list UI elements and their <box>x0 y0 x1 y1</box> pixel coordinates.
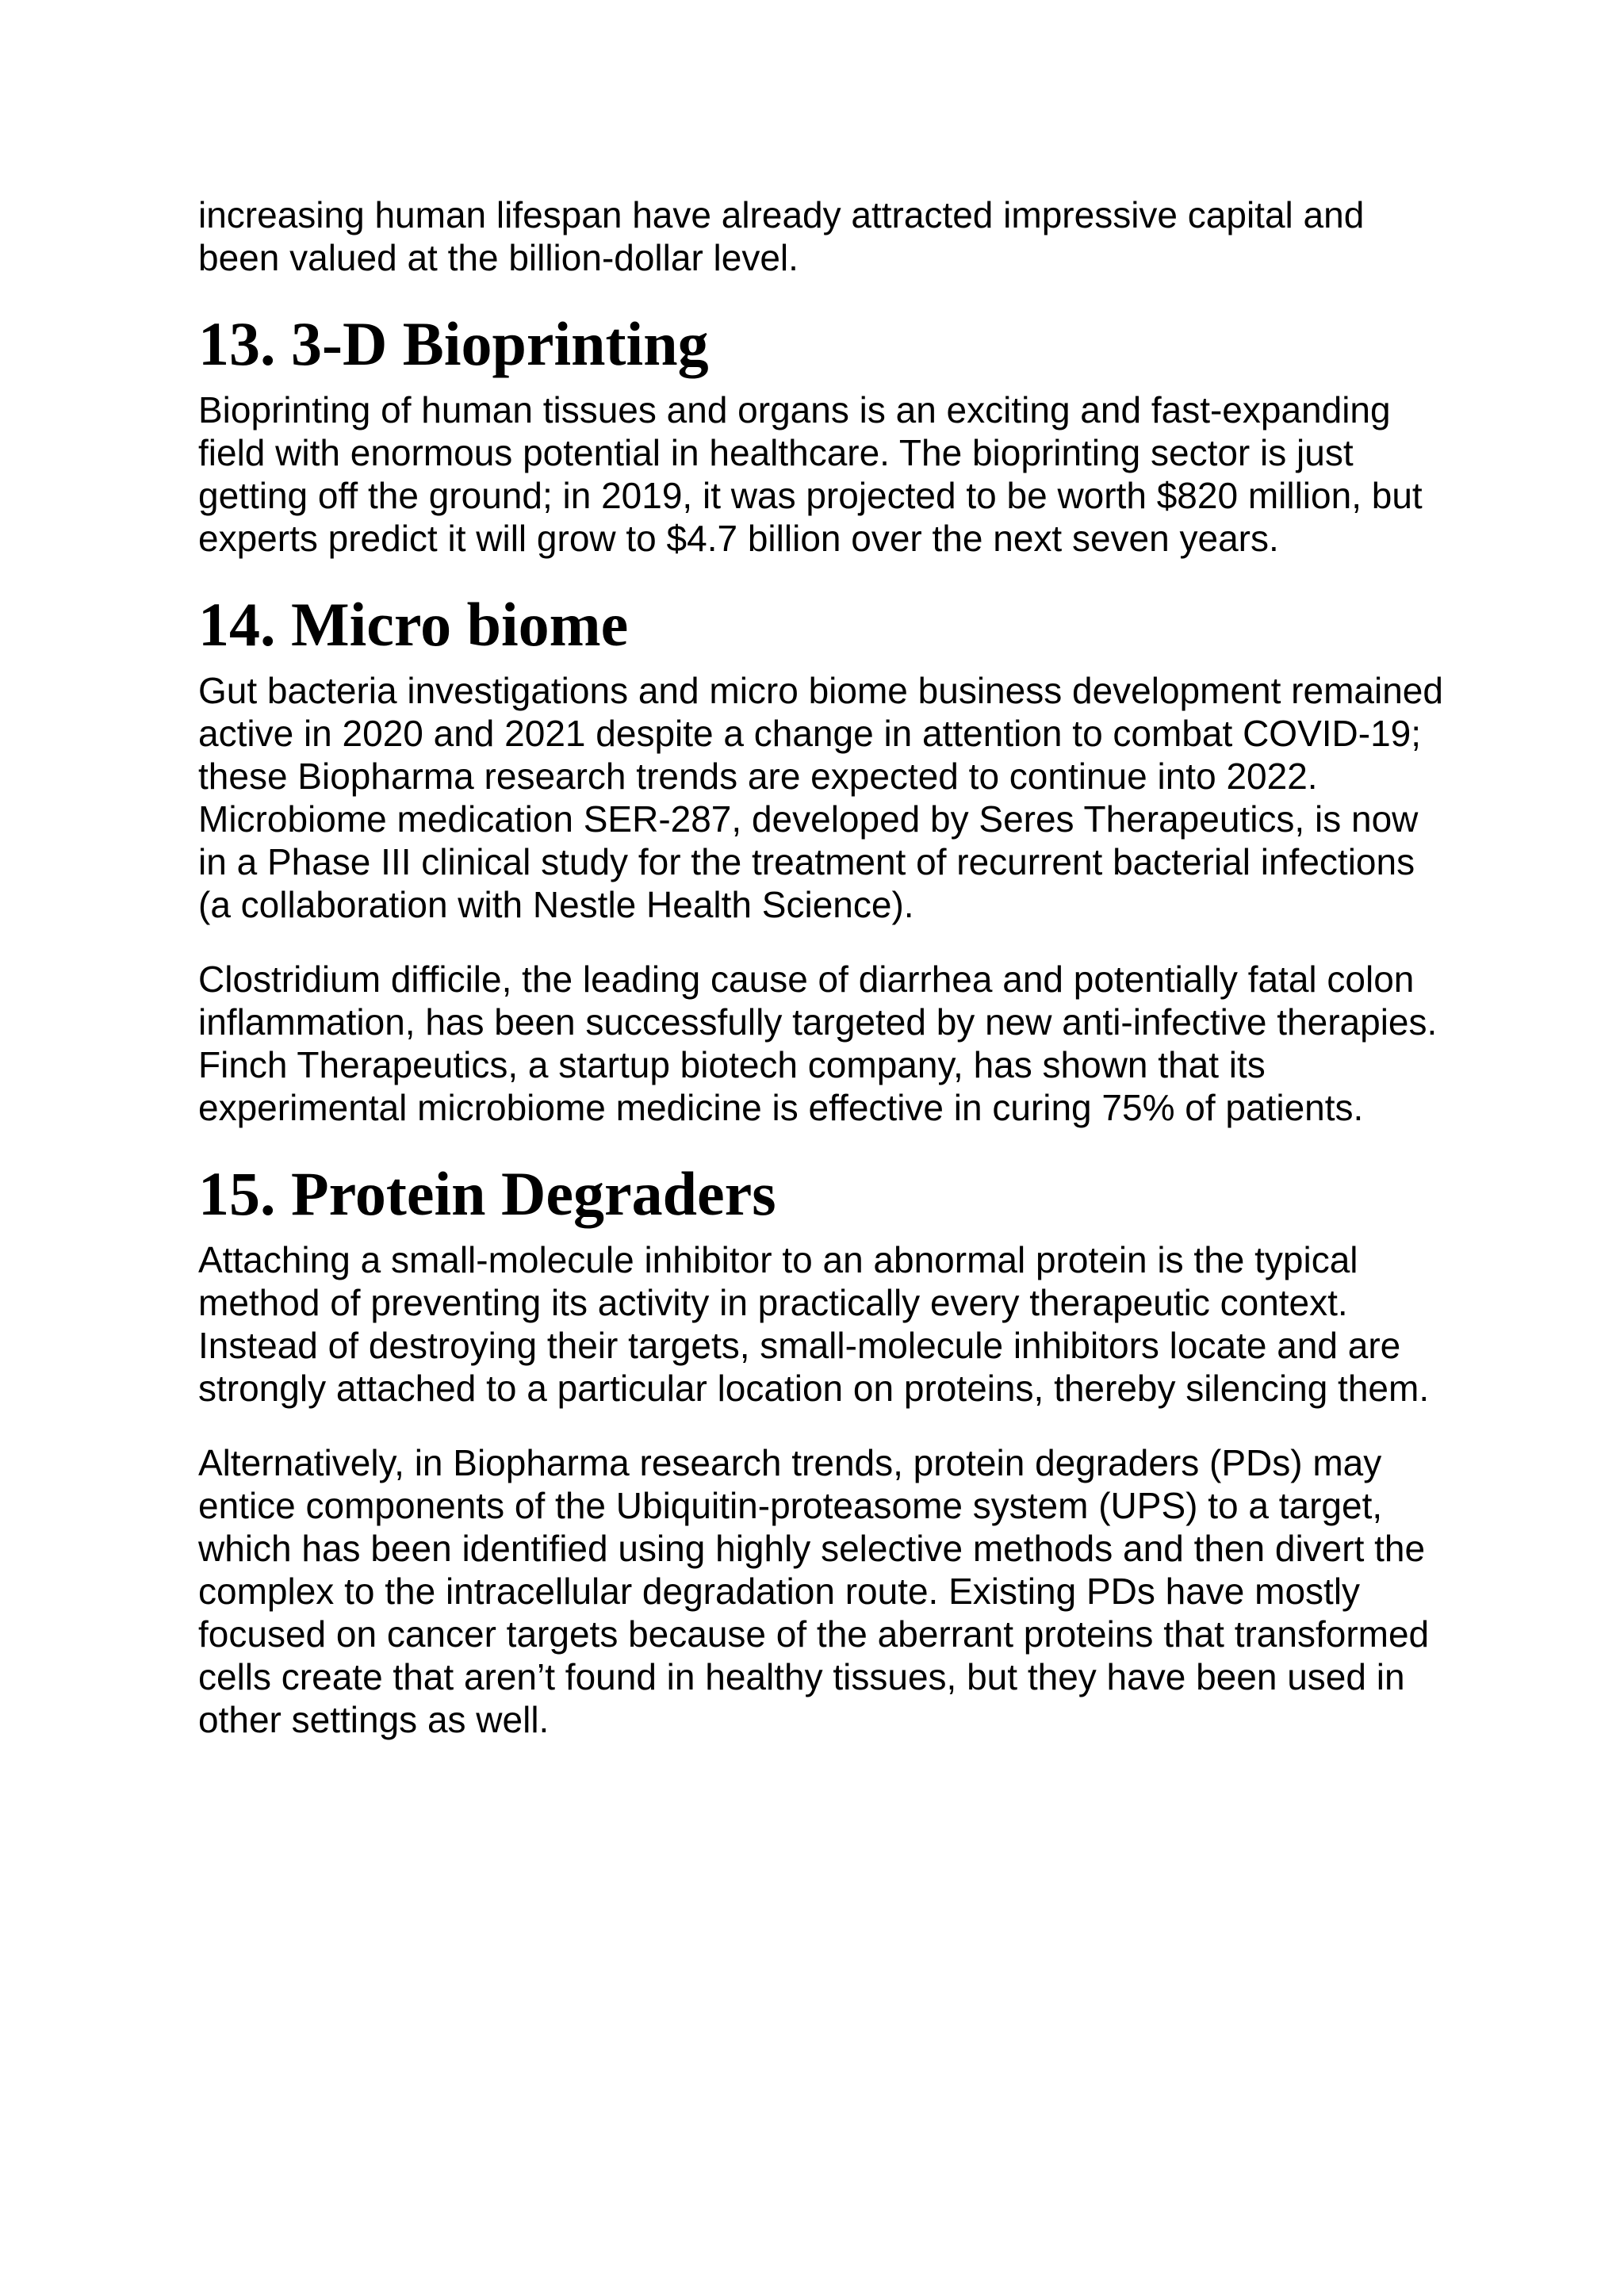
section-paragraph: Clostridium difficile, the leading cause of diarrhea and potentially fatal colon inflammation, has been successfully targeted by new anti-infective therapies. Finch Therapeutics, a startup biotech company, has shown that its experimental microbiome medicine is effective in curing 75% of patients. <box>198 959 1438 1128</box>
section-paragraph: Bioprinting of human tissues and organs is an exciting and fast-expanding field with enormous potential in healthcare. The bioprinting sector is just getting off the ground; in 2019, it was projected to be worth $820 million, but experts predict it will grow to $4.7 billion over the next seven years. <box>198 389 1423 559</box>
section-protein-degraders <box>198 1161 1451 1741</box>
section-paragraph: Alternatively, in Biopharma research trends, protein degraders (PDs) may entice components of the Ubiquitin-proteasome system (UPS) to a target, which has been identified using highly selective methods and then divert the complex to the intracellular degradation route. Existing PDs have mostly focused on cancer targets because of the aberrant proteins that transformed cells create that aren’t found in healthy tissues, but they have been used in other settings as well. <box>198 1442 1430 1740</box>
section-micro-biome <box>198 591 1451 1129</box>
section-3d-bioprinting <box>198 311 1451 560</box>
section-heading: 14. Micro biome <box>198 590 629 659</box>
document-page <box>198 193 1451 1773</box>
intro-paragraph: increasing human lifespan have already attracted impressive capital and been valued at the billion-dollar level. <box>198 194 1365 278</box>
section-paragraph: Gut bacteria investigations and micro biome business development remained active in 2020 and 2021 despite a change in attention to combat COVID-19; these Biopharma research trends are expected to continue into 2022. Microbiome medication SER-287, developed by Seres Therapeutics, is now in a Phase III clinical study for the treatment of recurrent bacterial infections (a collaboration with Nestle Health Science). <box>198 670 1443 925</box>
section-heading: 13. 3-D Bioprinting <box>198 309 709 378</box>
section-paragraph: Attaching a small-molecule inhibitor to an abnormal protein is the typical method of preventing its activity in practically every therapeutic context. Instead of destroying their targets, small-molecule inhibitors locate and are strongly attached to a particular location on proteins, thereby silencing them. <box>198 1239 1430 1409</box>
section-heading: 15. Protein Degraders <box>198 1159 776 1228</box>
